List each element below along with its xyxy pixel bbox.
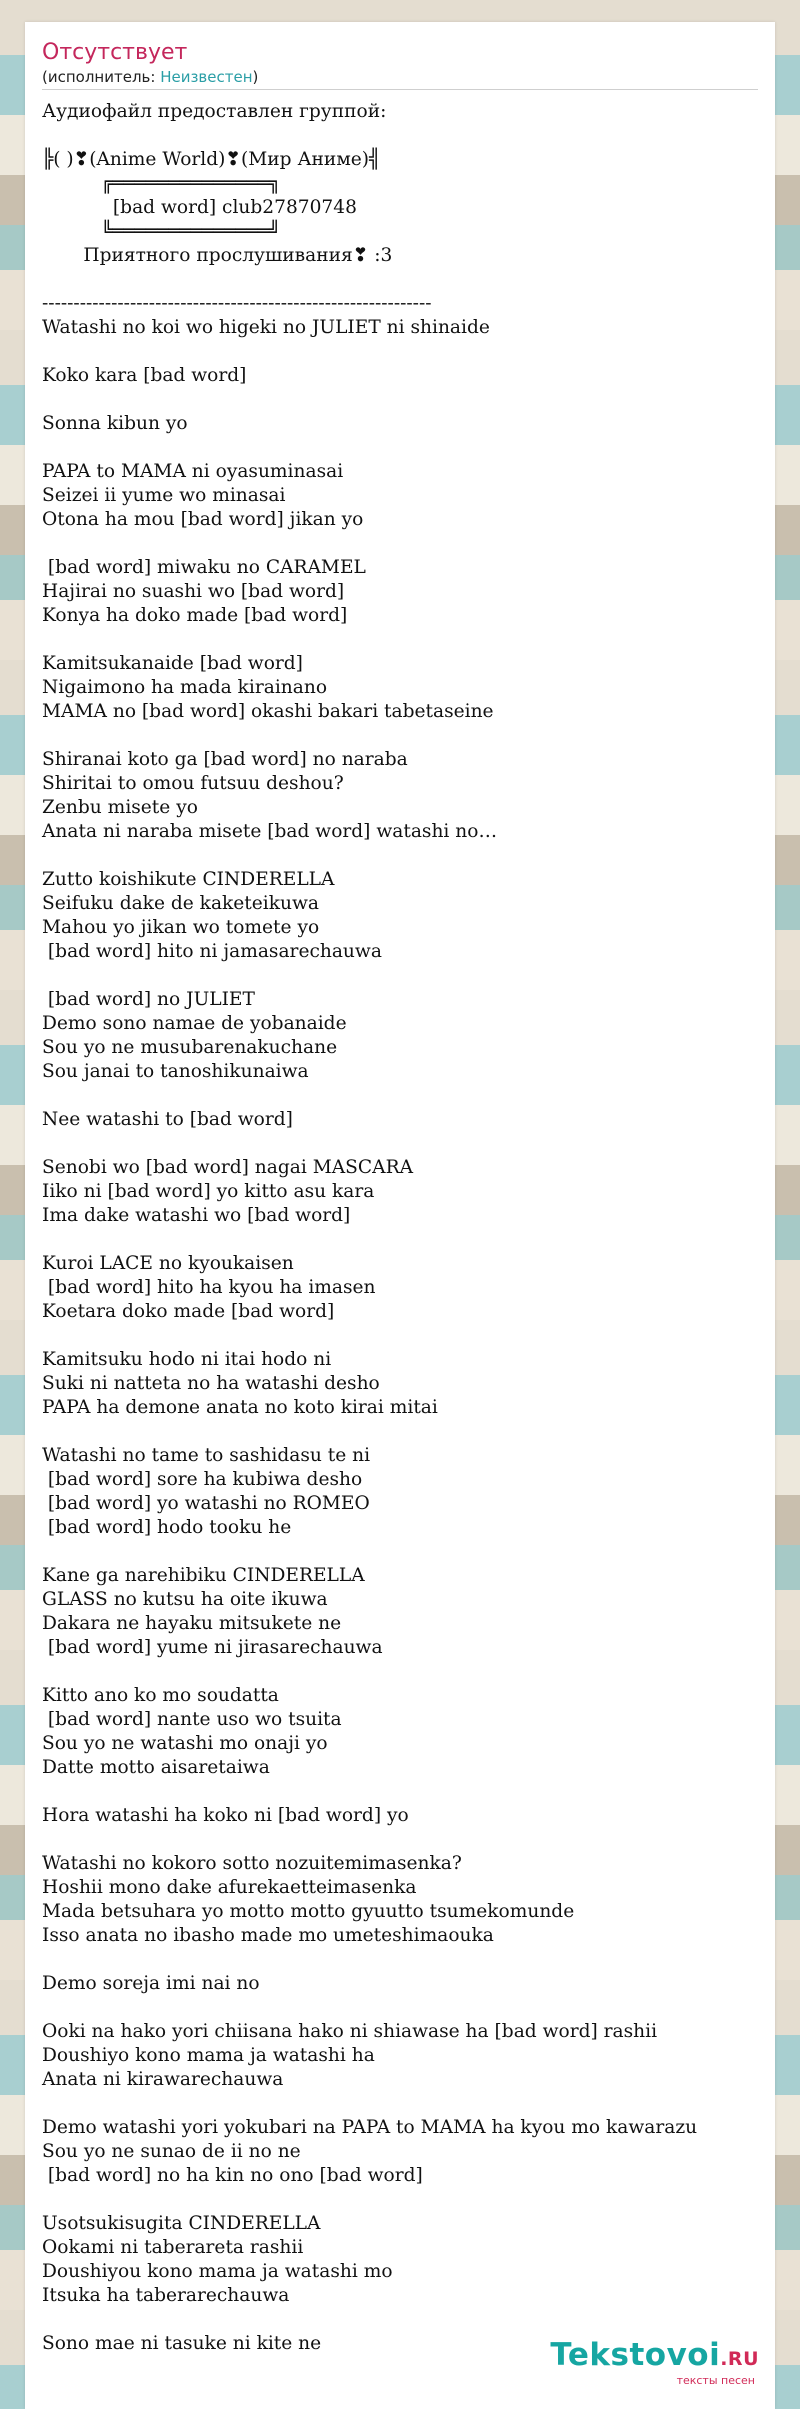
artist-line <box>42 68 258 86</box>
artist-suffix: ) <box>252 68 259 86</box>
logo-tagline: тексты песен <box>676 2374 755 2387</box>
logo-tld: .RU <box>720 2348 759 2370</box>
header-divider <box>42 89 758 90</box>
artist-prefix: (исполнитель: <box>42 68 161 86</box>
song-title: Отсутствует <box>42 40 188 65</box>
logo-name: Tekstovoi <box>550 2337 721 2373</box>
lyrics-text: Аудиофайл предоставлен группой: ╠( )❣(Anime World)❣(Мир Аниме)╣ ╔══════════════╗ [bad word] club27870748 ╚══════════════╝ Приятного прослушивания❣ :3 -------------------------------------------------------------- Watashi no koi wo higeki no JULIET ni shinaide Koko kara [bad word] Sonna kibun yo PAPA to MAMA ni oyasuminasai Seizei ii yume wo minasai Otona ha mou [bad word] jikan yo [bad word] miwaku no CARAMEL Hajirai no suashi wo [bad word] Konya ha doko made [bad word] Kamitsukanaide [bad word] Nigaimono ha mada kirainano MAMA no [bad word] okashi bakari tabetaseine Shiranai koto ga [bad word] no naraba Shiritai to omou futsuu deshou? Zenbu misete yo Anata ni naraba misete [bad word] watashi no… Zutto koishikute CINDERELLA Seifuku dake de kaketeikuwa Mahou yo jikan wo tomete yo [bad word] hito ni jamasarechauwa [bad word] no JULIET Demo sono namae de yobanaide Sou yo ne musubarenakuchane Sou janai to tanoshikunaiwa Nee watashi to [bad word] Senobi wo [bad word] nagai MASCARA Iiko ni [bad word] yo kitto asu kara Ima dake watashi wo [bad word] Kuroi LACE no kyoukaisen [bad word] hito ha kyou ha imasen Koetara doko made [bad word] Kamitsuku hodo ni itai hodo ni Suki ni natteta no ha watashi desho PAPA ha demone anata no koto kirai mitai Watashi no tame to sashidasu te ni [bad word] sore ha kubiwa desho [bad word] yo watashi no ROMEO [bad word] hodo tooku he Kane ga narehibiku CINDERELLA GLASS no kutsu ha oite ikuwa Dakara ne hayaku mitsukete ne [bad word] yume ni jirasarechauwa Kitto ano ko mo soudatta [bad word] nante uso wo tsuita Sou yo ne watashi mo onaji yo Datte motto aisaretaiwa Hora watashi ha koko ni [bad word] yo Watashi no kokoro sotto nozuitemimasenka? Hoshii mono dake afurekaetteimasenka Mada betsuhara yo motto motto gyuutto tsumekomunde Isso anata no ibasho made mo umeteshimaouka Demo soreja imi nai no Ooki na hako yori chiisana hako ni shiawase ha [bad word] rashii Doushiyo kono mama ja watashi ha Anata ni kirawarechauwa Demo watashi yori yokubari na PAPA to MAMA ha kyou mo kawarazu Sou yo ne sunao de ii no ne [bad word] no ha kin no ono [bad word] Usotsukisugita CINDERELLA Ookami ni taberareta rashii Doushiyou kono mama ja watashi mo Itsuka ha taberarechauwa Sono mae ni tasuke ni kite ne <box>42 101 698 2354</box>
site-logo[interactable] <box>550 2339 759 2387</box>
logo-wordmark <box>550 2339 759 2375</box>
artist-link[interactable]: Неизвестен <box>160 68 253 86</box>
lyrics-card <box>25 22 775 2409</box>
